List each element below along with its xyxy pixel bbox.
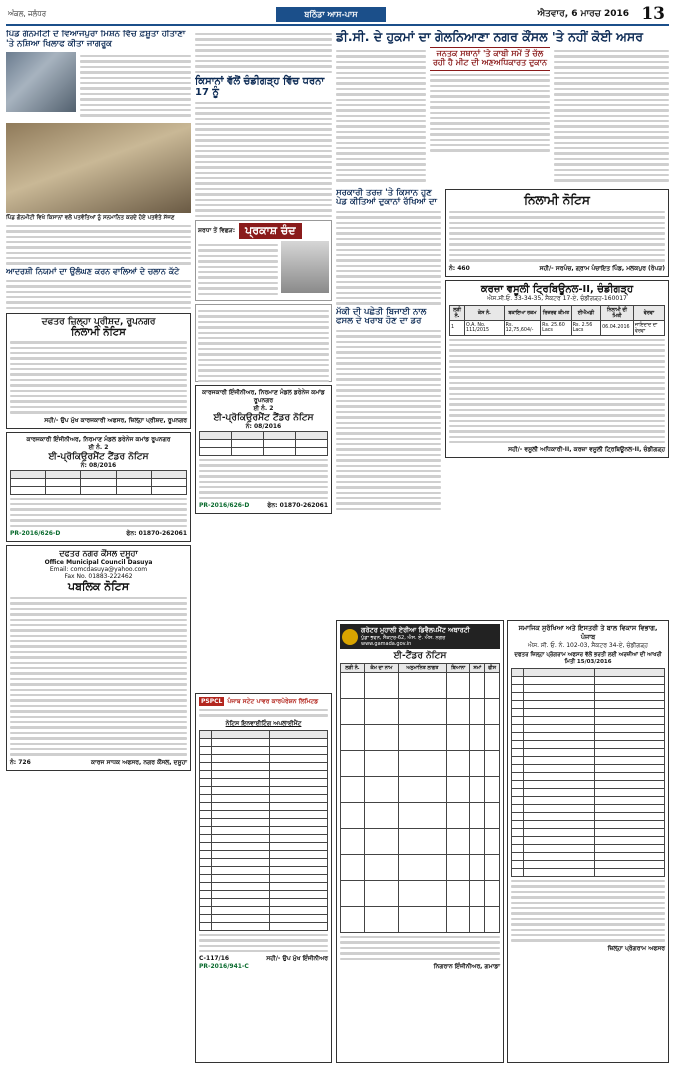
story1-text [6, 225, 191, 265]
section-name: ਬਠਿੰਡਾ ਆਸ-ਪਾਸ [276, 7, 386, 22]
story2-headline: ਆਦਰਸ਼ੀ ਨਿਯਮਾਂ ਦਾ ਉਲੰਘਣ ਕਰਨ ਵਾਲਿਆਂ ਦੇ ਚਲਾਨ ਕੱਟੇ [6, 266, 180, 276]
col2-top-text [195, 33, 332, 73]
zila-parishad-notice [6, 313, 191, 428]
col2-notice-pr: PR-2016/626-D [199, 502, 250, 510]
notice2-phone: ਫੋਨ: 01870-262061 [126, 529, 187, 537]
col2-notice-no: ਨੰ: 08/2016 [245, 423, 282, 430]
notice3-body [10, 597, 187, 756]
lead-body-a [336, 47, 426, 185]
gamada-th-1: ਲੜੀ ਨੰ. [341, 664, 365, 673]
gamada-logo-icon [342, 629, 358, 645]
notice3-dept: ਦਫਤਰ ਨਗਰ ਕੌਂਸਲ ਦਸੂਹਾ [59, 548, 138, 558]
pspcl-table [199, 730, 328, 931]
lead-body-c [554, 47, 669, 185]
drt-notice [445, 280, 669, 459]
notice2-dept: ਕਾਰਜਕਾਰੀ ਇੰਜੀਨੀਅਰ, ਨਿਰਮਾਣ ਮੰਡਲ ਡਰੇਨੇਜ ਕਮਾਂਡ ਰੂਪਨਗਰ [26, 435, 171, 443]
page-number: 13 [641, 4, 665, 24]
notice3-en: Office Municipal Council Dasuya [44, 558, 153, 566]
col2-notice-body [199, 459, 328, 499]
auction-body [449, 211, 665, 262]
gamada-th-5: ਸਮਾਂ [470, 664, 485, 673]
story1-body [80, 52, 191, 120]
tribute-portrait [281, 241, 329, 293]
notice3-fax: Fax No. 01883-222462 [64, 572, 133, 580]
drt-th-5: ਈਐਮਡੀ [571, 305, 600, 320]
notice3-email: Email: comcdasuya@yahoo.com [49, 565, 148, 573]
gamada-addr: ਪੁੱਡਾ ਭਵਨ, ਸੈਕਟਰ-62, ਐਸ. ਏ. ਐਸ. ਨਗਰ [361, 635, 446, 641]
notice2-sub: ਈ ਨੰ. 2 [88, 443, 109, 451]
auction-title: ਨਿਲਾਮੀ ਨੋਟਿਸ [524, 192, 590, 207]
auction-sign: ਸਹੀ/- ਸਰਪੰਚ, ਗ੍ਰਾਮ ਪੰਚਾਇਤ ਪਿੰਡ, ਮਲਕਪੁਰ (ਰੋਪੜ) [539, 264, 665, 272]
story1-headline: ਪਿੰਡ ਗੰਨਮੀਟੀ ਦੇ ਵਿਆਜਪੁਰਾ ਮਿਸ਼ਨ ਵਿੱਚ ਫ਼ਸ਼ੂਤਾ ਹੀਤਾਣਾ 'ਤੇ ਨਸ਼ਿਆ ਖਿਲਾਫ ਕੀਤਾ ਜਾਗਰੂਕ [6, 30, 186, 49]
pspcl-sign: ਸਹੀ/- ਉਪ ਮੁੱਖ ਇੰਜੀਨੀਅਰ [266, 955, 328, 963]
pspcl-notice [195, 693, 332, 1063]
col2-notice-table [199, 431, 328, 456]
lead-body-b [430, 74, 550, 152]
drt-th-7: ਵੇਰਵਾ [633, 305, 664, 320]
social-form-table [511, 668, 665, 877]
drt-td-1: 1 [450, 320, 465, 335]
tribute-name: ਪ੍ਰਕਾਸ਼ ਚੰਦ [239, 223, 301, 239]
obituary-ads [195, 304, 332, 382]
gamada-title: ਈ-ਟੈਂਡਰ ਨੋਟਿਸ [393, 651, 447, 661]
social-body-title: ਦਫਤਰ ਜ਼ਿਲ੍ਹਾ ਪ੍ਰੋਗਰਾਮ ਅਫਸਰ ਵੱਲੋਂ ਭਰਤੀ ਲਈ ਅਰਜ਼ੀਆਂ ਦੀ ਆਖਰੀ ਮਿਤੀ 15/03/2016 [514, 652, 662, 665]
story3-headline: ਮੱਕੀ ਦੀ ਪਛੇਤੀ ਬਿਜਾਈ ਨਾਲ ਫਸਲ ਦੇ ਖਰਾਬ ਹੋਣ ਦਾ ਡਰ [336, 306, 427, 327]
tribute-text [198, 241, 278, 298]
tribute-box [195, 220, 332, 301]
social-sign: ਜ਼ਿਲ੍ਹਾ ਪ੍ਰੋਗਰਾਮ ਅਫਸਰ [607, 944, 665, 952]
notice2-pr: PR-2016/626-D [10, 529, 61, 537]
notice2-title: ਈ-ਪ੍ਰੋਕਿਉਰਮੈਂਟ ਟੈਂਡਰ ਨੋਟਿਸ [48, 451, 149, 462]
notice3-title: ਪਬਲਿਕ ਨੋਟਿਸ [67, 579, 130, 593]
notice1-dept: ਦਫਤਰ ਜ਼ਿਲ੍ਹਾ ਪ੍ਰੀਸ਼ਦ, ਰੂਪਨਗਰ [41, 317, 156, 328]
story2-headline: ਸਰਕਾਰੀ ਤਰਜ਼ 'ਤੇ ਕਿਸਾਨ ਹੁਣ ਪੇਡ ਕੀਤਿਆਂ ਦੁਕਾਨਾਂ ਰੱਖਿਆਂ ਦਾ [336, 187, 437, 208]
drt-th-6: ਨਿਲਾਮੀ ਦੀ ਮਿਤੀ [601, 305, 634, 320]
story1-photo-a [6, 52, 76, 112]
col2-notice-dept: ਕਾਰਜਕਾਰੀ ਇੰਜੀਨੀਅਰ, ਨਿਰਮਾਣ ਮੰਡਲ ਡਰੇਨੇਜ ਕਮਾਂਡ ਰੂਪਨਗਰ [202, 389, 325, 404]
story3-body [336, 330, 441, 510]
social-sub: ਐਸ. ਸੀ. ਓ. ਨੰ. 102-03, ਸੈਕਟਰ 34-ਏ, ਚੰਡੀਗੜ੍ਹ [527, 642, 648, 649]
column-right [336, 30, 669, 513]
drt-th-1: ਲੜੀ ਨੰ. [450, 305, 465, 320]
tribute-label: ਸ਼ਰਧਾ ਤੋਂ ਵਿਛੜ: [198, 227, 236, 235]
col2-notice-title: ਈ-ਪ੍ਰੋਕਿਉਰਮੈਂਟ ਟੈਂਡਰ ਨੋਟਿਸ [213, 413, 314, 423]
auction-no: ਨੰ: 460 [449, 264, 470, 272]
column-middle [195, 30, 332, 514]
drt-td-7: ਜਾਇਦਾਦ ਦਾ ਵੇਰਵਾ [633, 320, 664, 335]
pspcl-name: ਪੰਜਾਬ ਸਟੇਟ ਪਾਵਰ ਕਾਰਪੋਰੇਸ਼ਨ ਲਿਮਿਟਡ [227, 697, 319, 705]
lead-pull-quote: ਜਨਤਕ ਸਥਾਨਾਂ 'ਤੇ ਕਾਬੀ ਸਮੇਂ ਤੋਂ ਚੱਲ ਰਹੀ ਹੈ ਮੀਟ ਦੀ ਅਣਅਧਿਕਾਰਤ ਦੁਕਾਨ [430, 47, 550, 71]
drt-body [449, 339, 665, 444]
drainage-tender-notice-middle [195, 385, 332, 514]
gamada-sign: ਨਿਗਰਾਨ ਇੰਜੀਨੀਅਰ, ਗਮਾਡਾ [433, 962, 500, 970]
col2-story1-body [195, 102, 332, 218]
pspcl-notice-title: ਨੋਟਿਸ ਇਨਵਾਈਟਿੰਗ ਅਪਲਾਈਮੈਂਟ [225, 719, 302, 727]
gamada-table [340, 663, 500, 933]
drt-td-2: O.A. No. 111/2015 [465, 320, 505, 335]
story1-photo-b [6, 123, 191, 213]
notice1-body [10, 341, 187, 413]
drt-td-3: Rs. 12,75,604/- [504, 320, 541, 335]
notice3-no: ਨੰ: 726 [10, 758, 31, 766]
pspcl-pr: PR-2016/941-C [199, 963, 249, 971]
drt-sign: ਸਹੀ/- ਵਸੂਲੀ ਅਧਿਕਾਰੀ-II, ਕਰਜ਼ਾ ਵਸੂਲੀ ਟ੍ਰਿਬਿਊਨਲ-II, ਚੰਡੀਗੜ੍ਹ [508, 446, 665, 454]
notice2-body [10, 498, 187, 527]
col2-notice-sub: ਈ ਨੰ. 2 [253, 405, 274, 412]
drt-td-5: Rs. 2.56 Lacs [571, 320, 600, 335]
drt-th-3: ਬਕਾਇਆ ਰਕਮ [504, 305, 541, 320]
masthead-left: ਅੰਕਲ, ਜਲੰਧਰ [8, 10, 47, 18]
lead-headline: ਡੀ.ਸੀ. ਦੇ ਹੁਕਮਾਂ ਦਾ ਗੇਲਨਿਆਣਾ ਨਗਰ ਕੌਂਸਲ 'ਤੇ ਨਹੀਂ ਕੋਈ ਅਸਰ [336, 30, 643, 44]
gamada-th-4: ਬਿਆਨਾ [446, 664, 470, 673]
gamada-web: www.gamada.gov.in [361, 641, 412, 647]
drt-th-4: ਰਿਜ਼ਰਵ ਕੀਮਤ [541, 305, 572, 320]
story2-body [6, 280, 191, 309]
pspcl-code: C-117/16 [199, 955, 230, 963]
col2-notice-phone: ਫੋਨ: 01870-262061 [267, 502, 328, 510]
gamada-th-6: ਫੀਸ [485, 664, 500, 673]
notice3-sign: ਕਾਰਜ ਸਾਧਕ ਅਫਸਰ, ਨਗਰ ਕੌਂਸਲ, ਦਸੂਹਾ [91, 758, 187, 766]
notice1-sign: ਸਹੀ/- ਉਪ ਮੁੱਖ ਕਾਰਜਕਾਰੀ ਅਫਸਰ, ਜ਼ਿਲ੍ਹਾ ਪ੍ਰੀਸ਼ਦ, ਰੂਪਨਗਰ [44, 416, 187, 424]
notice2-no: ਨੰ: 08/2016 [80, 461, 117, 469]
auction-notice [445, 189, 669, 277]
gamada-name: ਗਰੇਟਰ ਮੁਹਾਲੀ ਏਰੀਆ ਡਿਵੈਲਪਮੈਂਟ ਅਥਾਰਟੀ [361, 626, 470, 634]
drt-td-4: Rs. 25.60 Lacs [541, 320, 572, 335]
drt-title: ਕਰਜ਼ਾ ਵਸੂਲੀ ਟ੍ਰਿਬਿਊਨਲ-II, ਚੰਡੀਗੜ੍ਹ [480, 283, 634, 295]
drt-td-6: 06.04.2016 [601, 320, 634, 335]
masthead [6, 6, 669, 26]
drainage-tender-notice-left [6, 432, 191, 542]
gamada-notice [336, 620, 504, 1063]
story2-body [336, 211, 441, 305]
notice1-title: ਨਿਲਾਮੀ ਨੋਟਿਸ [71, 327, 126, 339]
dasuya-public-notice [6, 545, 191, 771]
drt-th-2: ਕੇਸ ਨੰ. [465, 305, 505, 320]
gamada-th-2: ਕੰਮ ਦਾ ਨਾਮ [364, 664, 398, 673]
gamada-th-3: ਅਨੁਮਾਨਿਤ ਲਾਗਤ [398, 664, 446, 673]
social-security-notice [507, 620, 669, 1063]
social-title: ਸਮਾਜਿਕ ਸੁਰੱਖਿਆ ਅਤੇ ਇਸਤਰੀ ਤੇ ਬਾਲ ਵਿਕਾਸ ਵਿਭਾਗ, ਪੰਜਾਬ [518, 624, 658, 641]
col2-story1-headline: ਕਿਸਾਨਾਂ ਵੱਲੋਂ ਚੰਡੀਗੜ੍ਹ ਵਿੱਚ ਧਰਨਾ 17 ਨੂੰ [195, 76, 325, 99]
page-date: ਐਤਵਾਰ, 6 ਮਾਰਚ 2016 [537, 9, 629, 19]
drt-sub: ਐਸ.ਸੀ.ਓ. 33-34-35, ਸੈਕਟਰ 17-ਏ, ਚੰਡੀਗੜ੍ਹ-160017 [487, 294, 627, 302]
drt-table [449, 305, 665, 336]
story1-caption: ਪਿੰਡ ਗੰਨਮੀਟੀ ਵਿਖੇ ਕਿਸਾਨਾਂ ਵਲੋਂ ਪਤਵੰਤਿਆਂ ਨੂੰ ਸਨਮਾਨਿਤ ਕਰਦੇ ਹੋਏ ਪਤਵੰਤੇ ਸੱਜਣ [6, 214, 175, 221]
column-left [6, 30, 191, 771]
notice2-table [10, 470, 187, 495]
pspcl-logo: PSPCL [201, 698, 223, 705]
